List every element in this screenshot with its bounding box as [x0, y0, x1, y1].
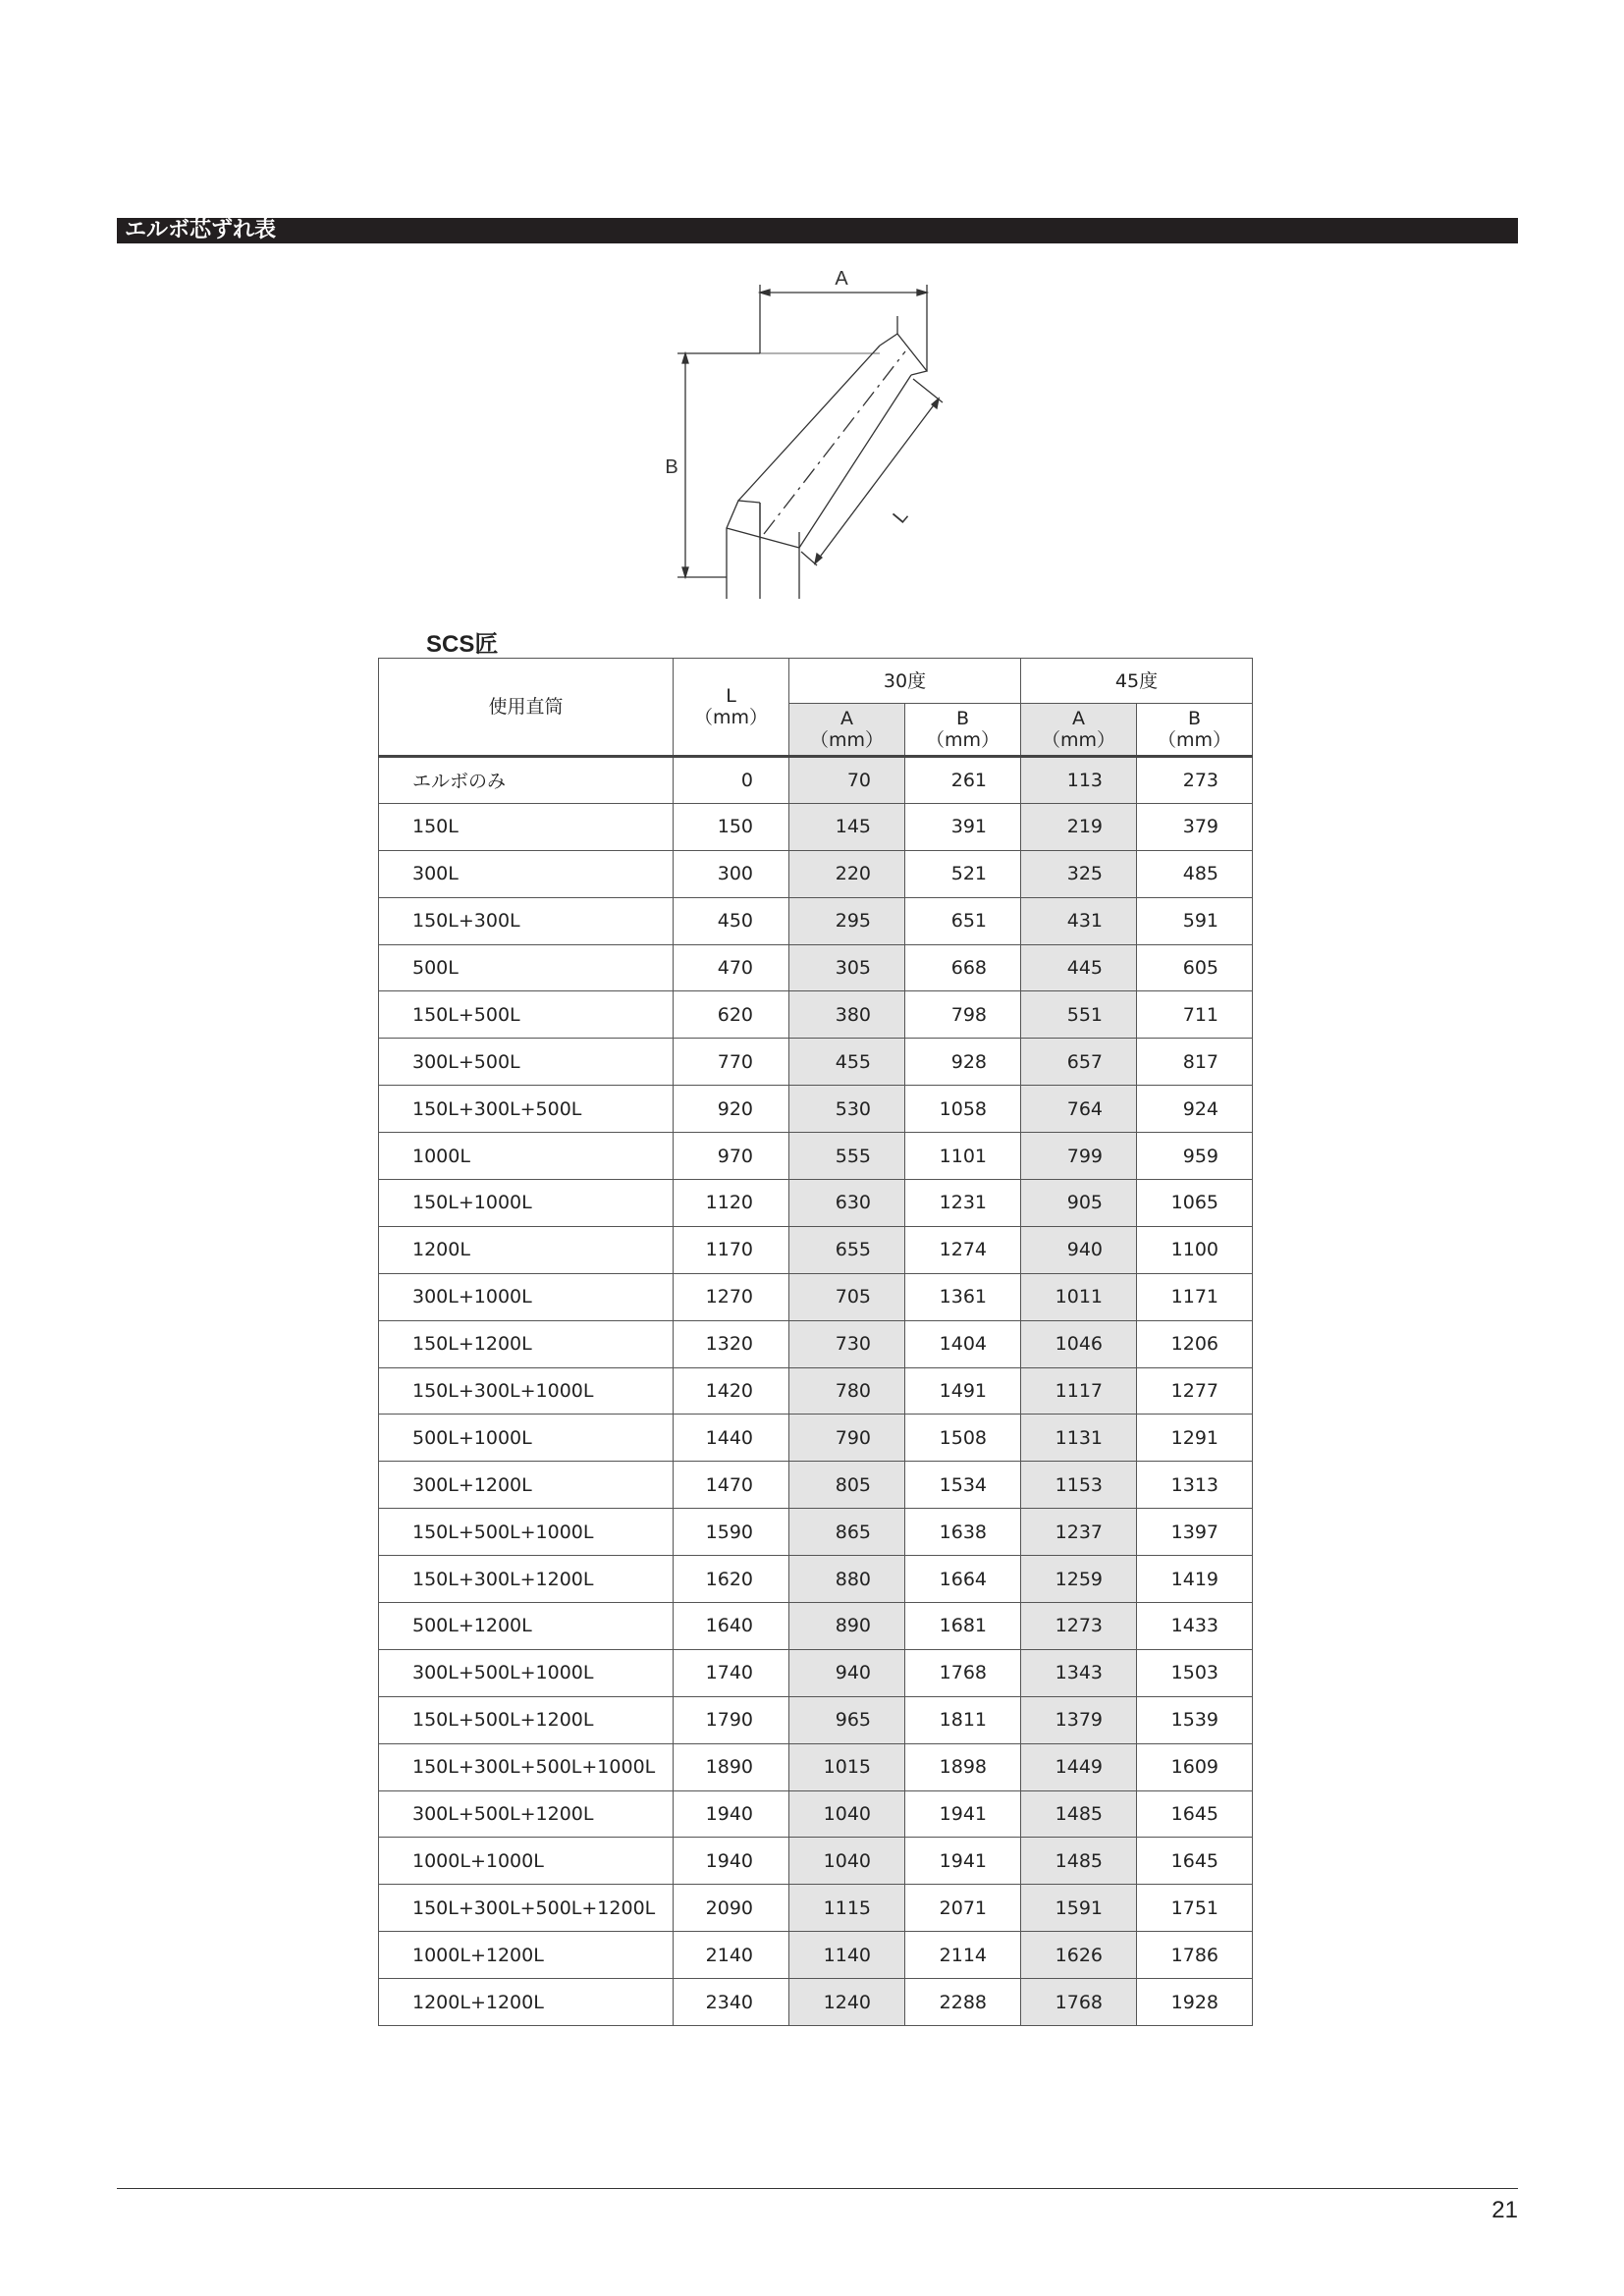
table-row — [379, 803, 1253, 850]
section-title-bar — [117, 218, 1518, 243]
cell-pipe: 150L+300L+500L+1000L — [379, 1743, 674, 1790]
cell-30-b: 391 — [905, 803, 1021, 850]
cell-45-a: 764 — [1021, 1086, 1137, 1133]
table-row — [379, 991, 1253, 1039]
cell-45-a: 1117 — [1021, 1367, 1137, 1415]
cell-l: 770 — [674, 1039, 789, 1086]
cell-45-a: 1259 — [1021, 1556, 1137, 1603]
cell-pipe: 300L+500L+1000L — [379, 1649, 674, 1696]
cell-30-b: 1361 — [905, 1273, 1021, 1320]
cell-l: 1790 — [674, 1696, 789, 1743]
table-row — [379, 1649, 1253, 1696]
cell-45-b: 1206 — [1137, 1320, 1253, 1367]
cell-30-b: 1941 — [905, 1838, 1021, 1885]
cell-45-a: 325 — [1021, 850, 1137, 897]
cell-30-b: 261 — [905, 757, 1021, 804]
cell-30-a: 655 — [789, 1226, 905, 1273]
cell-30-a: 880 — [789, 1556, 905, 1603]
cell-l: 620 — [674, 991, 789, 1039]
table-row — [379, 1226, 1253, 1273]
cell-l: 1470 — [674, 1462, 789, 1509]
table-row — [379, 850, 1253, 897]
cell-pipe: 300L+1000L — [379, 1273, 674, 1320]
cell-pipe: 150L+300L+500L+1200L — [379, 1885, 674, 1932]
cell-30-b: 1404 — [905, 1320, 1021, 1367]
cell-30-a: 1040 — [789, 1838, 905, 1885]
cell-l: 150 — [674, 803, 789, 850]
header-45deg: 45度 — [1021, 659, 1253, 704]
cell-45-a: 1131 — [1021, 1415, 1137, 1462]
cell-30-b: 2114 — [905, 1932, 1021, 1979]
cell-30-a: 380 — [789, 991, 905, 1039]
cell-45-b: 959 — [1137, 1133, 1253, 1180]
cell-30-b: 1491 — [905, 1367, 1021, 1415]
cell-45-b: 1645 — [1137, 1838, 1253, 1885]
dimension-label-a: A — [835, 268, 848, 290]
cell-45-a: 1768 — [1021, 1979, 1137, 2026]
cell-45-b: 1291 — [1137, 1415, 1253, 1462]
cell-30-a: 1015 — [789, 1743, 905, 1790]
table-row — [379, 1743, 1253, 1790]
cell-30-b: 928 — [905, 1039, 1021, 1086]
cell-l: 1590 — [674, 1509, 789, 1556]
cell-30-a: 805 — [789, 1462, 905, 1509]
cell-30-a: 220 — [789, 850, 905, 897]
cell-30-b: 1058 — [905, 1086, 1021, 1133]
cell-30-a: 890 — [789, 1603, 905, 1650]
cell-30-a: 1115 — [789, 1885, 905, 1932]
cell-30-a: 1240 — [789, 1979, 905, 2026]
cell-pipe: 150L+500L+1200L — [379, 1696, 674, 1743]
table-row — [379, 897, 1253, 944]
cell-45-b: 1539 — [1137, 1696, 1253, 1743]
cell-45-b: 605 — [1137, 944, 1253, 991]
elbow-offset-diagram — [648, 265, 982, 609]
cell-l: 2340 — [674, 1979, 789, 2026]
header-l: L （mm） — [674, 659, 789, 757]
table-row — [379, 1838, 1253, 1885]
cell-45-a: 799 — [1021, 1133, 1137, 1180]
cell-30-a: 70 — [789, 757, 905, 804]
cell-pipe: 150L+500L+1000L — [379, 1509, 674, 1556]
cell-30-a: 705 — [789, 1273, 905, 1320]
cell-pipe: 300L+1200L — [379, 1462, 674, 1509]
table-row — [379, 1320, 1253, 1367]
cell-45-b: 1751 — [1137, 1885, 1253, 1932]
cell-45-a: 445 — [1021, 944, 1137, 991]
cell-pipe: 1000L — [379, 1133, 674, 1180]
table-row — [379, 1932, 1253, 1979]
cell-45-b: 1313 — [1137, 1462, 1253, 1509]
cell-l: 1320 — [674, 1320, 789, 1367]
cell-30-b: 1664 — [905, 1556, 1021, 1603]
cell-l: 1740 — [674, 1649, 789, 1696]
cell-45-b: 1786 — [1137, 1932, 1253, 1979]
cell-l: 1270 — [674, 1273, 789, 1320]
product-subtitle: SCS匠 — [426, 631, 499, 658]
table-row — [379, 1415, 1253, 1462]
cell-l: 1420 — [674, 1367, 789, 1415]
cell-pipe: 1200L+1200L — [379, 1979, 674, 2026]
cell-45-b: 379 — [1137, 803, 1253, 850]
cell-pipe: 1200L — [379, 1226, 674, 1273]
header-30-b: B （mm） — [905, 704, 1021, 757]
table-row — [379, 1462, 1253, 1509]
cell-30-b: 521 — [905, 850, 1021, 897]
table-row — [379, 1885, 1253, 1932]
cell-30-a: 455 — [789, 1039, 905, 1086]
cell-30-b: 1768 — [905, 1649, 1021, 1696]
cell-45-a: 1046 — [1021, 1320, 1137, 1367]
cell-30-a: 965 — [789, 1696, 905, 1743]
table-row — [379, 1509, 1253, 1556]
cell-30-a: 145 — [789, 803, 905, 850]
table-row — [379, 1367, 1253, 1415]
cell-30-a: 555 — [789, 1133, 905, 1180]
cell-30-a: 1040 — [789, 1790, 905, 1838]
table-row — [379, 757, 1253, 804]
cell-45-b: 485 — [1137, 850, 1253, 897]
cell-30-b: 1508 — [905, 1415, 1021, 1462]
cell-45-b: 1645 — [1137, 1790, 1253, 1838]
cell-pipe: 150L+300L+500L — [379, 1086, 674, 1133]
cell-45-a: 1449 — [1021, 1743, 1137, 1790]
cell-30-a: 1140 — [789, 1932, 905, 1979]
cell-30-a: 790 — [789, 1415, 905, 1462]
header-45-b: B （mm） — [1137, 704, 1253, 757]
header-pipe: 使用直筒 — [379, 659, 674, 757]
cell-30-b: 1898 — [905, 1743, 1021, 1790]
cell-l: 300 — [674, 850, 789, 897]
cell-l: 970 — [674, 1133, 789, 1180]
cell-45-a: 1343 — [1021, 1649, 1137, 1696]
cell-30-a: 530 — [789, 1086, 905, 1133]
cell-pipe: 300L+500L — [379, 1039, 674, 1086]
table-row — [379, 1696, 1253, 1743]
cell-l: 1120 — [674, 1180, 789, 1227]
cell-45-a: 1153 — [1021, 1462, 1137, 1509]
cell-l: 1940 — [674, 1790, 789, 1838]
cell-l: 1940 — [674, 1838, 789, 1885]
table-row — [379, 1556, 1253, 1603]
header-30deg: 30度 — [789, 659, 1021, 704]
cell-45-b: 1397 — [1137, 1509, 1253, 1556]
table-row — [379, 1603, 1253, 1650]
cell-pipe: 300L+500L+1200L — [379, 1790, 674, 1838]
cell-pipe: 150L+500L — [379, 991, 674, 1039]
cell-45-b: 711 — [1137, 991, 1253, 1039]
cell-30-b: 1638 — [905, 1509, 1021, 1556]
cell-pipe: 150L+1000L — [379, 1180, 674, 1227]
cell-45-a: 1379 — [1021, 1696, 1137, 1743]
elbow-offset-table — [378, 658, 1253, 2026]
header-45-a: A （mm） — [1021, 704, 1137, 757]
cell-45-a: 1485 — [1021, 1790, 1137, 1838]
cell-45-a: 1626 — [1021, 1932, 1137, 1979]
cell-pipe: 150L — [379, 803, 674, 850]
cell-45-a: 1011 — [1021, 1273, 1137, 1320]
cell-45-a: 219 — [1021, 803, 1137, 850]
cell-30-b: 798 — [905, 991, 1021, 1039]
cell-30-b: 2071 — [905, 1885, 1021, 1932]
cell-pipe: 300L — [379, 850, 674, 897]
cell-30-b: 1534 — [905, 1462, 1021, 1509]
cell-45-b: 1100 — [1137, 1226, 1253, 1273]
cell-45-a: 551 — [1021, 991, 1137, 1039]
cell-45-b: 817 — [1137, 1039, 1253, 1086]
cell-30-b: 1274 — [905, 1226, 1021, 1273]
cell-30-a: 630 — [789, 1180, 905, 1227]
cell-l: 1640 — [674, 1603, 789, 1650]
cell-45-a: 1237 — [1021, 1509, 1137, 1556]
table-row — [379, 1180, 1253, 1227]
cell-30-a: 305 — [789, 944, 905, 991]
cell-45-b: 1503 — [1137, 1649, 1253, 1696]
cell-l: 1620 — [674, 1556, 789, 1603]
cell-45-a: 657 — [1021, 1039, 1137, 1086]
section-title: エルボ芯ずれ表 — [125, 218, 277, 242]
dimension-label-b: B — [665, 456, 678, 478]
cell-pipe: 500L+1200L — [379, 1603, 674, 1650]
cell-45-b: 1419 — [1137, 1556, 1253, 1603]
cell-pipe: 150L+300L+1000L — [379, 1367, 674, 1415]
cell-45-a: 1485 — [1021, 1838, 1137, 1885]
table-row — [379, 1273, 1253, 1320]
cell-45-b: 924 — [1137, 1086, 1253, 1133]
cell-45-a: 113 — [1021, 757, 1137, 804]
cell-l: 2090 — [674, 1885, 789, 1932]
cell-pipe: 150L+300L — [379, 897, 674, 944]
cell-30-a: 730 — [789, 1320, 905, 1367]
cell-45-b: 1928 — [1137, 1979, 1253, 2026]
page-number: 21 — [1491, 2197, 1518, 2223]
cell-l: 2140 — [674, 1932, 789, 1979]
table-row — [379, 1133, 1253, 1180]
cell-l: 470 — [674, 944, 789, 991]
cell-pipe: 150L+300L+1200L — [379, 1556, 674, 1603]
cell-30-b: 651 — [905, 897, 1021, 944]
cell-45-b: 1609 — [1137, 1743, 1253, 1790]
cell-45-a: 905 — [1021, 1180, 1137, 1227]
cell-30-b: 1101 — [905, 1133, 1021, 1180]
header-30-a: A （mm） — [789, 704, 905, 757]
cell-45-b: 1277 — [1137, 1367, 1253, 1415]
footer-rule — [117, 2188, 1518, 2189]
table-row — [379, 1979, 1253, 2026]
cell-l: 1890 — [674, 1743, 789, 1790]
cell-45-b: 591 — [1137, 897, 1253, 944]
cell-pipe: 1000L+1000L — [379, 1838, 674, 1885]
cell-pipe: 500L+1000L — [379, 1415, 674, 1462]
cell-l: 1440 — [674, 1415, 789, 1462]
cell-30-b: 2288 — [905, 1979, 1021, 2026]
table-row — [379, 944, 1253, 991]
cell-l: 450 — [674, 897, 789, 944]
cell-30-a: 865 — [789, 1509, 905, 1556]
dimension-label-l: L — [889, 505, 913, 528]
cell-45-a: 1273 — [1021, 1603, 1137, 1650]
cell-l: 1170 — [674, 1226, 789, 1273]
cell-pipe: 500L — [379, 944, 674, 991]
cell-30-a: 780 — [789, 1367, 905, 1415]
cell-45-a: 1591 — [1021, 1885, 1137, 1932]
cell-pipe: 150L+1200L — [379, 1320, 674, 1367]
cell-30-b: 1681 — [905, 1603, 1021, 1650]
cell-30-b: 1811 — [905, 1696, 1021, 1743]
cell-pipe: エルボのみ — [379, 757, 674, 804]
cell-30-b: 1231 — [905, 1180, 1021, 1227]
cell-45-b: 1065 — [1137, 1180, 1253, 1227]
table-row — [379, 1039, 1253, 1086]
cell-30-b: 1941 — [905, 1790, 1021, 1838]
cell-45-b: 1171 — [1137, 1273, 1253, 1320]
cell-30-a: 940 — [789, 1649, 905, 1696]
cell-45-b: 1433 — [1137, 1603, 1253, 1650]
cell-pipe: 1000L+1200L — [379, 1932, 674, 1979]
cell-30-a: 295 — [789, 897, 905, 944]
cell-l: 0 — [674, 757, 789, 804]
cell-45-b: 273 — [1137, 757, 1253, 804]
cell-45-a: 940 — [1021, 1226, 1137, 1273]
cell-l: 920 — [674, 1086, 789, 1133]
cell-45-a: 431 — [1021, 897, 1137, 944]
cell-30-b: 668 — [905, 944, 1021, 991]
table-row — [379, 1790, 1253, 1838]
table-row — [379, 1086, 1253, 1133]
